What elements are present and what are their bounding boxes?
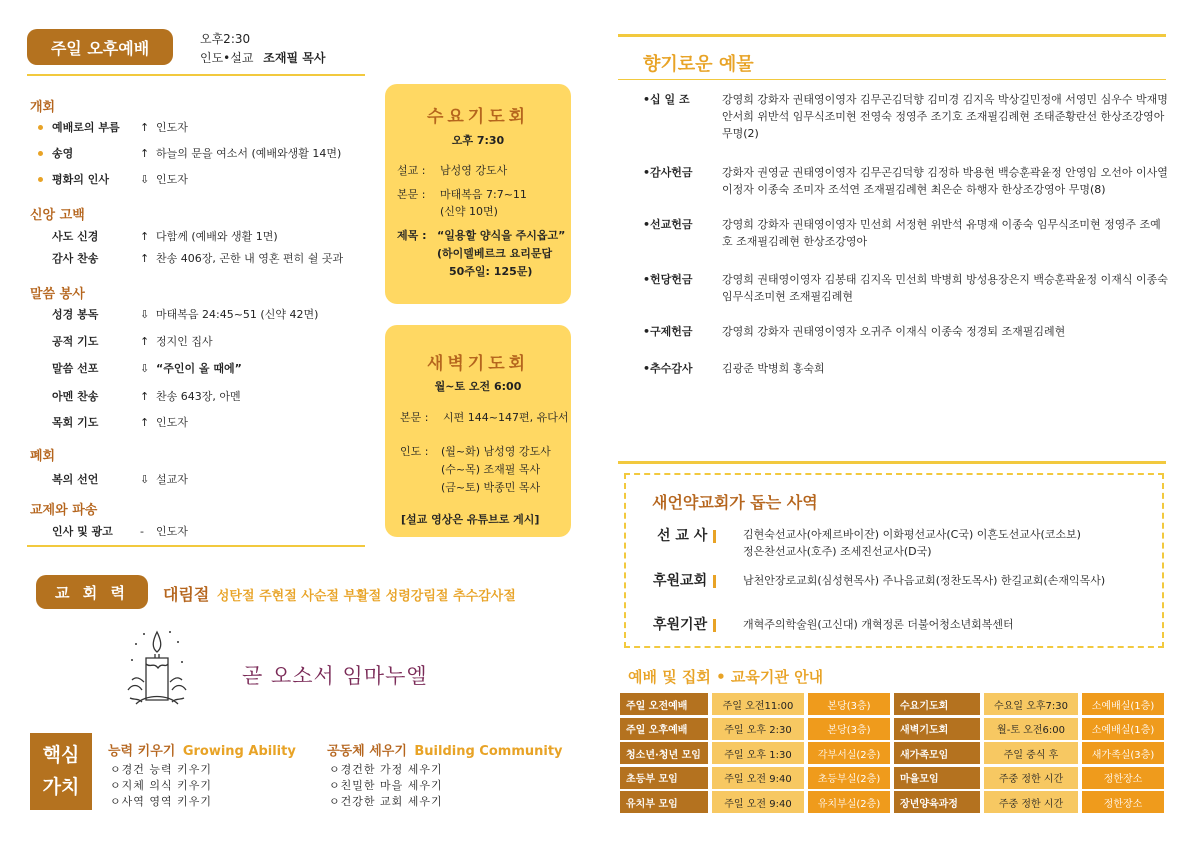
- order-item: 인사 및 광고 - 인도자: [52, 524, 188, 538]
- order-item: 목회 기도 ↑ 인도자: [52, 415, 188, 429]
- divider: [618, 34, 1166, 37]
- dawn-box: [385, 325, 571, 537]
- schedule-cell: 유치부실(2층): [808, 791, 890, 813]
- offering-names: 강영희 강화자 권태영이영자 민선희 서정현 위반석 유명재 이종숙 임무식조미현 정영주 조예호 조재필김례현 한상조강영아: [722, 218, 1161, 248]
- core-community-1: ㅇ경건한 가정 세우기: [329, 763, 443, 776]
- schedule-cell: 장년양육과정: [894, 791, 980, 813]
- section-opening: 개회: [30, 100, 56, 115]
- wednesday-text-page: (신약 10면): [440, 205, 498, 218]
- wednesday-preacher: 남성영 강도사: [440, 164, 508, 177]
- schedule-cell: 주일 오전 9:40: [712, 767, 804, 789]
- divider: [618, 79, 1166, 80]
- schedule-cell: 소예배실(1층): [1082, 718, 1164, 740]
- order-item: 평화의 인사 ⇩ 인도자: [38, 171, 109, 187]
- divider: [618, 461, 1166, 464]
- sunday-pm-time: 오후2:30: [200, 32, 251, 46]
- wednesday-subject-2: (하이델베르크 요리문답: [437, 247, 553, 260]
- schedule-cell: 수요기도회: [894, 693, 980, 715]
- offering-names: 강화자 권영균 권태영이영자 김무곤김덕향 김정하 박용현 백승훈곽윤정 안영임 오선아 이사열이정자 이종숙 조미자 조석연 조재필김례현 최은순 하행자 한상조강영아 무명(8): [722, 166, 1168, 196]
- schedule-cell: 주일 오전예배: [620, 693, 708, 715]
- leader-prefix: 인도•설교: [200, 51, 254, 65]
- schedule-cell: 새벽기도회: [894, 718, 980, 740]
- core-ability-3: ㅇ사역 영역 키우기: [110, 795, 213, 808]
- order-item: 복의 선언 ⇩ 설교자: [52, 472, 188, 486]
- section-word: 말씀 봉사: [30, 287, 85, 302]
- schedule-cell: 초등부실(2층): [808, 767, 890, 789]
- order-item: 아멘 찬송 ↑ 찬송 643장, 아멘: [52, 389, 241, 403]
- dawn-leader-label: 인도 :: [400, 445, 429, 458]
- core-community-2: ㅇ친밀한 마을 세우기: [329, 779, 443, 792]
- mission-label-churches: 후원교회: [653, 570, 716, 590]
- schedule-cell: 본당(3층): [808, 718, 890, 740]
- schedule-cell: 수요일 오후7:30: [984, 693, 1078, 715]
- core-title-2: 가치: [42, 776, 80, 798]
- mission-title: 새언약교회가 돕는 사역: [652, 493, 818, 512]
- calendar-seasons: 성탄절 주현절 사순절 부활절 성령강림절 추수감사절: [216, 589, 516, 604]
- offering-label: •추수감사: [643, 362, 693, 375]
- offering-label: •선교헌금: [643, 218, 693, 231]
- schedule-cell: 주일 오후 1:30: [712, 742, 804, 764]
- schedule-cell: 본당(3층): [808, 693, 890, 715]
- offering-label: •구제헌금: [643, 325, 693, 338]
- offering-label: •헌당헌금: [643, 273, 693, 286]
- core-ability-2: ㅇ지체 의식 키우기: [110, 779, 213, 792]
- schedule-cell: 새가족모임: [894, 742, 980, 764]
- order-item: 사도 신경 ↑ 다함께 (예배와 생활 1면): [52, 229, 278, 243]
- sunday-pm-leader-line: [200, 49, 325, 66]
- schedule-cell: 정한장소: [1082, 791, 1164, 813]
- offering-title: 향기로운 예물: [643, 54, 754, 75]
- calendar-title: 교 회 력: [36, 575, 148, 609]
- dawn-leader-3: (금~토) 박종민 목사: [441, 481, 541, 494]
- mission-churches: 남천안장로교회(심성현목사) 주나음교회(정찬도목사) 한길교회(손재익목사): [743, 574, 1106, 587]
- section-sending: 교제와 파송: [30, 503, 98, 518]
- dawn-note: [설교 영상은 유튜브로 게시]: [401, 513, 540, 526]
- core-ability-heading: 능력 키우기 Growing Ability: [108, 744, 296, 759]
- wednesday-subject-3: 50주일: 125문): [449, 265, 533, 278]
- schedule-cell: 주중 정한 시간: [984, 791, 1078, 813]
- offering-label: •십 일 조: [643, 93, 690, 106]
- offering-label: •감사헌금: [643, 166, 693, 179]
- mission-missionaries-2: 정은찬선교사(호주) 조세진선교사(D국): [743, 545, 932, 558]
- schedule-cell: 마을모임: [894, 767, 980, 789]
- schedule-cell: 주일 오전11:00: [712, 693, 804, 715]
- core-values-badge: [30, 733, 92, 810]
- schedule-cell: 월-토 오전6:00: [984, 718, 1078, 740]
- wednesday-title: 수요기도회: [426, 107, 530, 127]
- order-item: 송영 ↑ 하늘의 문을 여소서 (예배와생활 14면): [38, 145, 73, 161]
- schedule-cell: 유치부 모임: [620, 791, 708, 813]
- core-ability-1: ㅇ경건 능력 키우기: [110, 763, 213, 776]
- core-title-1: 핵심: [42, 744, 80, 766]
- dawn-time: 월~토 오전 6:00: [434, 380, 522, 393]
- offering-names: 김광준 박병희 홍숙희: [722, 362, 825, 375]
- mission-orgs: 개혁주의학술원(고신대) 개혁정론 더불어청소년회복센터: [743, 618, 1014, 631]
- wednesday-subject: “일용할 양식을 주시옵고”: [437, 229, 566, 242]
- wednesday-time: 오후 7:30: [451, 134, 505, 147]
- dawn-leader-2: (수~목) 조재필 목사: [441, 463, 541, 476]
- dawn-text-label: 본문 :: [400, 411, 429, 424]
- schedule-cell: 각부서실(2층): [808, 742, 890, 764]
- schedule-cell: 주중 정한 시간: [984, 767, 1078, 789]
- wednesday-box: [385, 84, 571, 304]
- offering-names: 강영희 강화자 권태영이영자 오귀주 이재식 이종숙 정경퇴 조재필김례현: [722, 325, 1066, 338]
- divider: [27, 545, 365, 547]
- calendar-current: 대림절: [163, 585, 210, 604]
- calendar-motto: 곧 오소서 임마누엘: [242, 664, 428, 688]
- schedule-cell: 주일 중식 후: [984, 742, 1078, 764]
- schedule-cell: 정한장소: [1082, 767, 1164, 789]
- schedule-title: 예배 및 집회 • 교육기관 안내: [628, 668, 824, 686]
- order-item: 성경 봉독 ⇩ 마태복음 24:45~51 (신약 42면): [52, 307, 319, 321]
- schedule-cell: 주일 오후 2:30: [712, 718, 804, 740]
- mission-label-missionary: 선 교 사: [657, 525, 716, 545]
- order-item: 감사 찬송 ↑ 찬송 406장, 곤한 내 영혼 편히 쉴 곳과: [52, 251, 344, 265]
- core-community-heading: 공동체 세우기 Building Community: [327, 744, 563, 759]
- core-community-3: ㅇ건강한 교회 세우기: [329, 795, 443, 808]
- wednesday-preacher-label: 설교 :: [397, 164, 426, 177]
- dawn-title: 새벽기도회: [426, 354, 530, 374]
- dawn-text: 시편 144~147편, 유다서: [443, 411, 569, 424]
- order-item: 말씀 선포 ⇩ “주인이 올 때에”: [52, 361, 242, 375]
- order-item: 예배로의 부름 ↑ 인도자: [38, 119, 120, 135]
- section-closing: 폐회: [30, 449, 56, 464]
- wednesday-subject-label: 제목 :: [397, 229, 427, 242]
- divider: [27, 74, 365, 76]
- schedule-cell: 초등부 모임: [620, 767, 708, 789]
- leader-name: 조재필 목사: [263, 51, 326, 65]
- mission-label-orgs: 후원기관: [653, 614, 716, 634]
- offering-names: 강영희 권태영이영자 김봉태 김지옥 민선희 박병희 방성용장은지 백승훈곽윤정 이재식 이종숙 임무식조미현 조재필김례현: [722, 273, 1168, 303]
- schedule-cell: 주일 오후예배: [620, 718, 708, 740]
- schedule-cell: 소예배실(1층): [1082, 693, 1164, 715]
- offering-names: 강영희 강화자 권태영이영자 김무곤김덕향 김미경 김지옥 박상길민정애 서영민 심우수 박재명 안서희 위반석 임무식조미현 전영숙 정영주 조기호 조재필김례현 조태준황란선 한상조강영아 무명(2): [722, 93, 1168, 140]
- sunday-pm-title: 주일 오후예배: [27, 29, 173, 65]
- section-confession: 신앙 고백: [30, 208, 85, 223]
- wednesday-text: 마태복음 7:7~11: [440, 188, 527, 201]
- calendar-line: [163, 582, 516, 605]
- schedule-cell: 주일 오전 9:40: [712, 791, 804, 813]
- schedule-cell: 새가족실(3층): [1082, 742, 1164, 764]
- wednesday-text-label: 본문 :: [397, 188, 426, 201]
- schedule-cell: 청소년·청년 모임: [620, 742, 708, 764]
- dawn-leader-1: (월~화) 남성영 강도사: [441, 445, 551, 458]
- candle-icon: [122, 624, 192, 714]
- order-item: 공적 기도 ↑ 정지인 집사: [52, 334, 213, 348]
- mission-missionaries-1: 김현숙선교사(아제르바이잔) 이화평선교사(C국) 이흔도선교사(코소보): [743, 528, 1081, 541]
